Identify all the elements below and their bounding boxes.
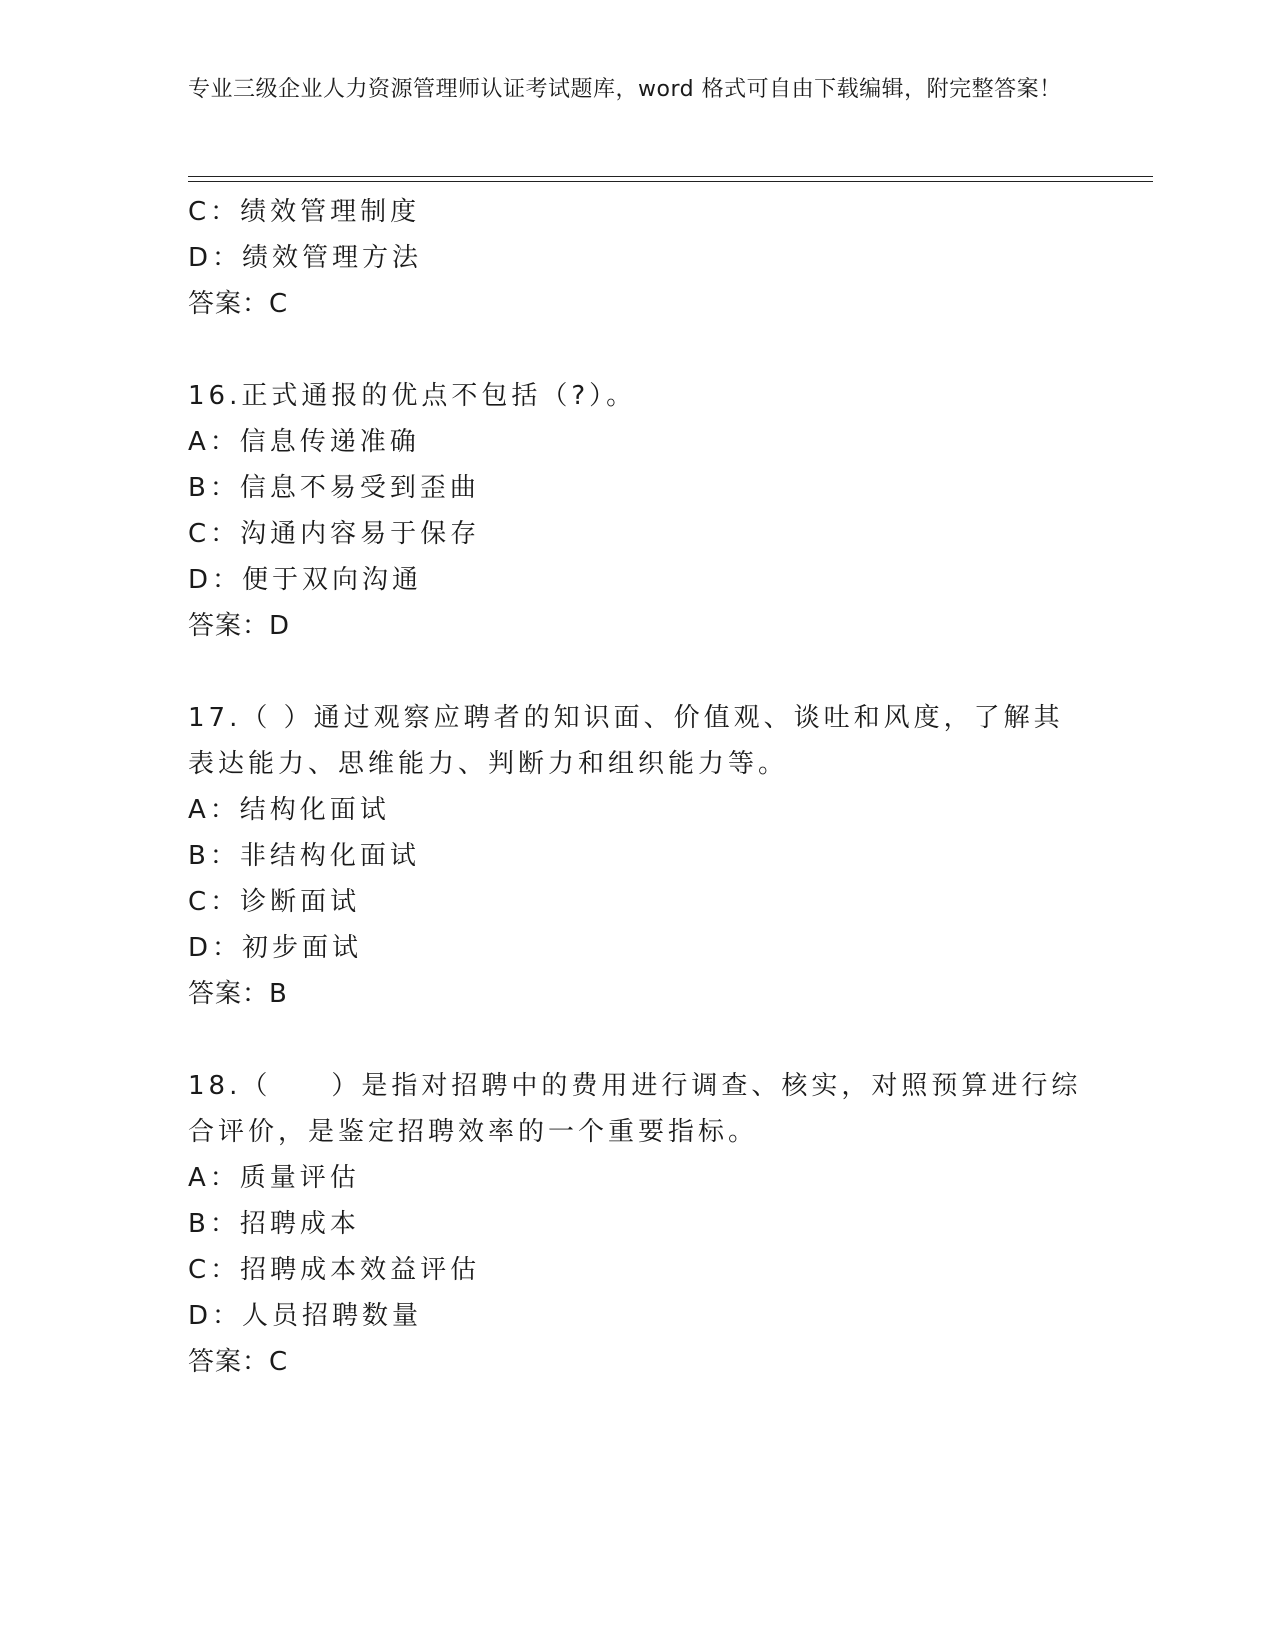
continued-question [188, 189, 1088, 327]
question-16 [188, 373, 1088, 649]
option-d: D：人员招聘数量 [188, 1301, 423, 1331]
question-spacer [188, 1017, 1088, 1063]
header-divider-top [188, 176, 1153, 177]
option-d: D：便于双向沟通 [188, 565, 423, 595]
document-header: 专业三级企业人力资源管理师认证考试题库，word 格式可自由下载编辑，附完整答案！ [188, 77, 1062, 102]
header-divider-bottom [188, 181, 1153, 182]
option-a: A：结构化面试 [188, 795, 390, 825]
question-spacer [188, 327, 1088, 373]
option-c: C：绩效管理制度 [188, 197, 421, 227]
question-stem: 17.（ ）通过观察应聘者的知识面、价值观、谈吐和风度，了解其表达能力、思维能力、判断力和组织能力等。 [188, 703, 1064, 779]
option-b: B：招聘成本 [188, 1209, 360, 1239]
option-b: B：信息不易受到歪曲 [188, 473, 480, 503]
option-c: C：招聘成本效益评估 [188, 1255, 481, 1285]
question-stem: 16.正式通报的优点不包括（?）。 [188, 381, 637, 411]
option-b: B：非结构化面试 [188, 841, 420, 871]
answer-line: 答案：B [188, 979, 288, 1009]
question-content [188, 189, 1088, 1385]
option-a: A：质量评估 [188, 1163, 360, 1193]
question-stem: 18.（ ）是指对招聘中的费用进行调查、核实，对照预算进行综合评价，是鉴定招聘效率的一个重要指标。 [188, 1071, 1082, 1147]
option-d: D：绩效管理方法 [188, 243, 423, 273]
answer-line: 答案：D [188, 611, 291, 641]
option-a: A：信息传递准确 [188, 427, 420, 457]
option-c: C：沟通内容易于保存 [188, 519, 481, 549]
question-18 [188, 1063, 1088, 1385]
option-d: D：初步面试 [188, 933, 363, 963]
option-c: C：诊断面试 [188, 887, 361, 917]
question-spacer [188, 649, 1088, 695]
question-17 [188, 695, 1088, 1017]
answer-line: 答案：C [188, 1347, 289, 1377]
answer-line: 答案：C [188, 289, 289, 319]
